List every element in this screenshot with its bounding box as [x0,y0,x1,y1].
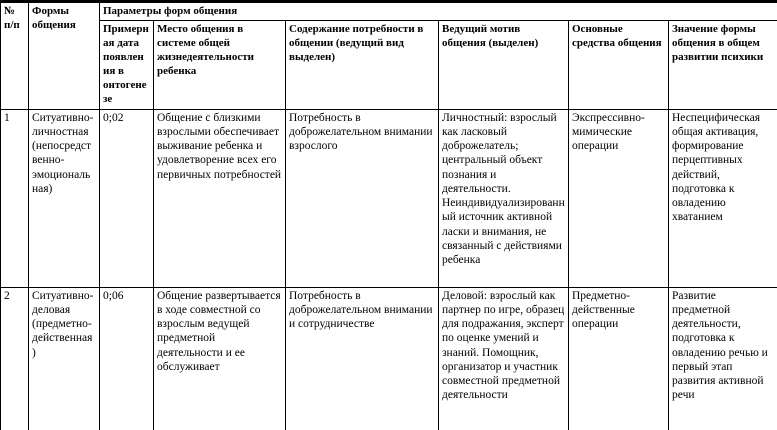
cell-significance: Развитие предметной деятельности, подготовка к овладению речью и первый этап развития активной речи [669,287,777,430]
cell-place: Общение развертывается в ходе совместной со взрослым ведущей предметной деятельности и ее обслуживает [154,287,286,430]
cell-place: Общение с близкими взрослыми обеспечивает выживание ребенка и удовлетворение всех его первичных потребностей [154,109,286,287]
header-row-group [1,2,777,21]
header-means: Основные средства общения [569,21,669,109]
cell-form: Ситуативно-личностная (непосредственно-эмоциональная) [29,109,100,287]
cell-motive: Личностный: взрослый как ласковый доброжелатель; центральный объект познания и деятельности. Неиндивидуализированный источник активной ласки и внимания, не связанный с действиями ребенка [439,109,569,287]
table-row [1,287,777,430]
header-form: Формы общения [29,2,100,110]
header-significance: Значение формы общения в общем развитии психики [669,21,777,109]
header-date: Примерная дата появления в онтогенезе [100,21,154,109]
table-body [1,109,777,430]
cell-need: Потребность в доброжелательном внимании взрослого [286,109,439,287]
table-row [1,109,777,287]
header-num: № п/п [1,2,29,110]
cell-num: 1 [1,109,29,287]
cell-date: 0;06 [100,287,154,430]
header-row-sub [1,21,777,109]
header-place: Место общения в системе общей жизнедеятельности ребенка [154,21,286,109]
cell-need: Потребность в доброжелательном внимании и сотрудничестве [286,287,439,430]
cell-means: Экспрессивно-мимические операции [569,109,669,287]
cell-means: Предметно-действенные операции [569,287,669,430]
cell-significance: Неспецифическая общая активация, формирование перцептивных действий, подготовка к овладению хватанием [669,109,777,287]
header-motive: Ведущий мотив общения (выделен) [439,21,569,109]
cell-date: 0;02 [100,109,154,287]
cell-num: 2 [1,287,29,430]
header-need: Содержание потребности в общении (ведущий вид выделен) [286,21,439,109]
cell-motive: Деловой: взрослый как партнер по игре, образец для подражания, эксперт по оценке умений и знаний. Помощник, организатор и участник совместной предметной деятельности [439,287,569,430]
header-params-group: Параметры форм общения [100,2,777,21]
table-header [1,2,777,110]
cell-form: Ситуативно-деловая (предметно-действенная) [29,287,100,430]
